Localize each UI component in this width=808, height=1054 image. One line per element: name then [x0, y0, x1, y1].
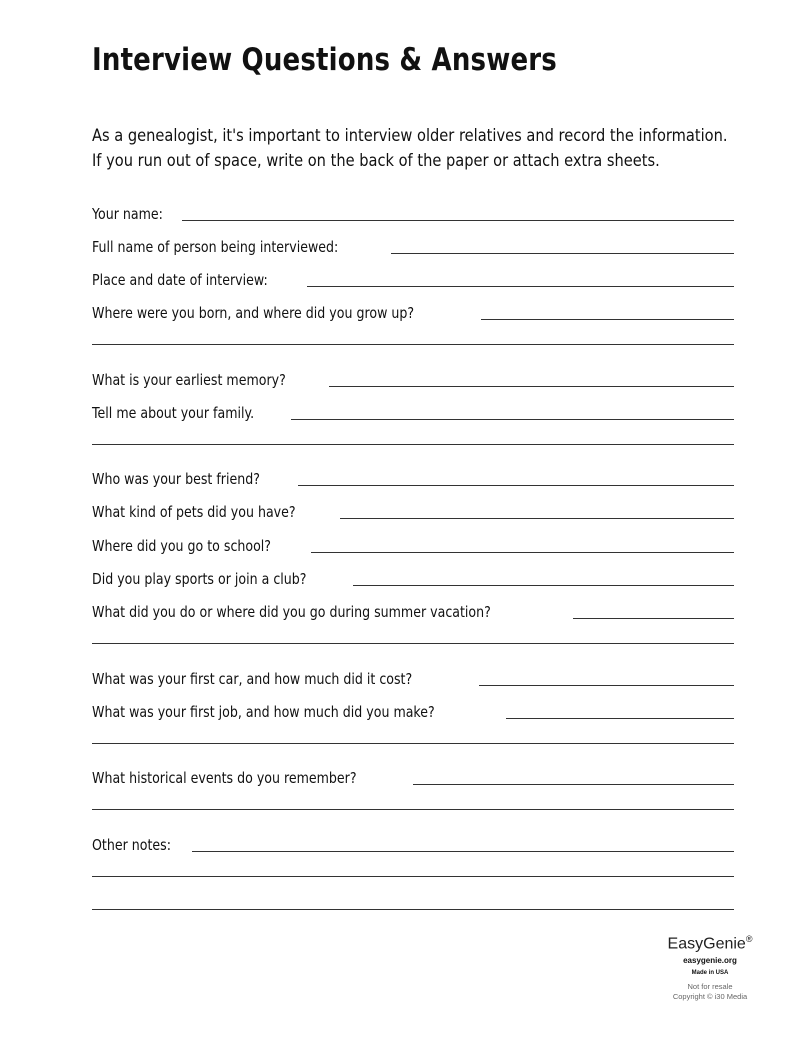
summer-row [92, 588, 734, 621]
sports-field[interactable] [353, 584, 734, 586]
copyright: Copyright © i30 Media [672, 992, 748, 1002]
family-label: Tell me about your family. [92, 404, 255, 422]
place-date-row [92, 256, 734, 289]
pets-row [92, 488, 734, 521]
other-notes-label: Other notes: [92, 836, 171, 854]
school-label: Where did you go to school? [92, 537, 271, 555]
other-notes-extra-line-1[interactable] [92, 876, 734, 877]
other-notes-extra-line-2[interactable] [92, 909, 734, 910]
pets-field[interactable] [340, 517, 734, 519]
first-job-label: What was your first job, and how much did you make? [92, 703, 435, 721]
earliest-memory-label: What is your earliest memory? [92, 371, 286, 389]
earliest-memory-row [92, 356, 734, 389]
your-name-label: Your name: [92, 205, 163, 223]
brand-name: EasyGenie [667, 935, 746, 953]
footer [660, 934, 760, 1001]
pets-label: What kind of pets did you have? [92, 503, 296, 521]
first-job-row [92, 688, 734, 721]
family-row [92, 389, 734, 422]
intro-line-2: If you run out of space, write on the back of the paper or attach extra sheets. [92, 151, 660, 171]
first-car-field[interactable] [479, 684, 734, 686]
family-extra-line[interactable] [92, 444, 734, 445]
other-notes-row [92, 821, 734, 854]
first-car-row [92, 655, 734, 688]
first-job-extra-line[interactable] [92, 743, 734, 744]
born-row [92, 289, 734, 322]
other-notes-field[interactable] [192, 850, 734, 852]
sports-row [92, 555, 734, 588]
best-friend-row [92, 455, 734, 488]
earliest-memory-field[interactable] [329, 385, 734, 387]
summer-field[interactable] [573, 617, 734, 619]
brand-logo [660, 934, 760, 953]
first-job-field[interactable] [506, 717, 734, 719]
best-friend-label: Who was your best friend? [92, 470, 260, 488]
your-name-field[interactable] [182, 219, 734, 221]
place-date-label: Place and date of interview: [92, 271, 268, 289]
born-field[interactable] [481, 318, 734, 320]
summer-extra-line[interactable] [92, 643, 734, 644]
best-friend-field[interactable] [298, 484, 734, 486]
historical-label: What historical events do you remember? [92, 769, 357, 787]
family-field[interactable] [291, 418, 734, 420]
summer-label: What did you do or where did you go during summer vacation? [92, 603, 491, 621]
born-label: Where were you born, and where did you grow up? [92, 304, 415, 322]
born-extra-line[interactable] [92, 344, 734, 345]
made-in: Made in USA [691, 970, 729, 977]
school-field[interactable] [311, 551, 734, 553]
historical-row [92, 754, 734, 787]
registered-mark: ® [745, 934, 753, 944]
person-name-row [92, 223, 734, 256]
first-car-label: What was your first car, and how much did it cost? [92, 670, 413, 688]
site-url: easygenie.org [683, 956, 737, 966]
school-row [92, 522, 734, 555]
sports-label: Did you play sports or join a club? [92, 570, 307, 588]
person-name-label: Full name of person being interviewed: [92, 238, 339, 256]
person-name-field[interactable] [391, 252, 734, 254]
historical-field[interactable] [413, 783, 734, 785]
not-for-resale: Not for resale [687, 982, 733, 992]
page-title: Interview Questions & Answers [92, 42, 557, 78]
historical-extra-line[interactable] [92, 809, 734, 810]
place-date-field[interactable] [307, 285, 734, 287]
intro-line-1: As a genealogist, it's important to interview older relatives and record the information. [92, 126, 728, 146]
intro-text [92, 124, 728, 174]
your-name-row [92, 190, 734, 223]
